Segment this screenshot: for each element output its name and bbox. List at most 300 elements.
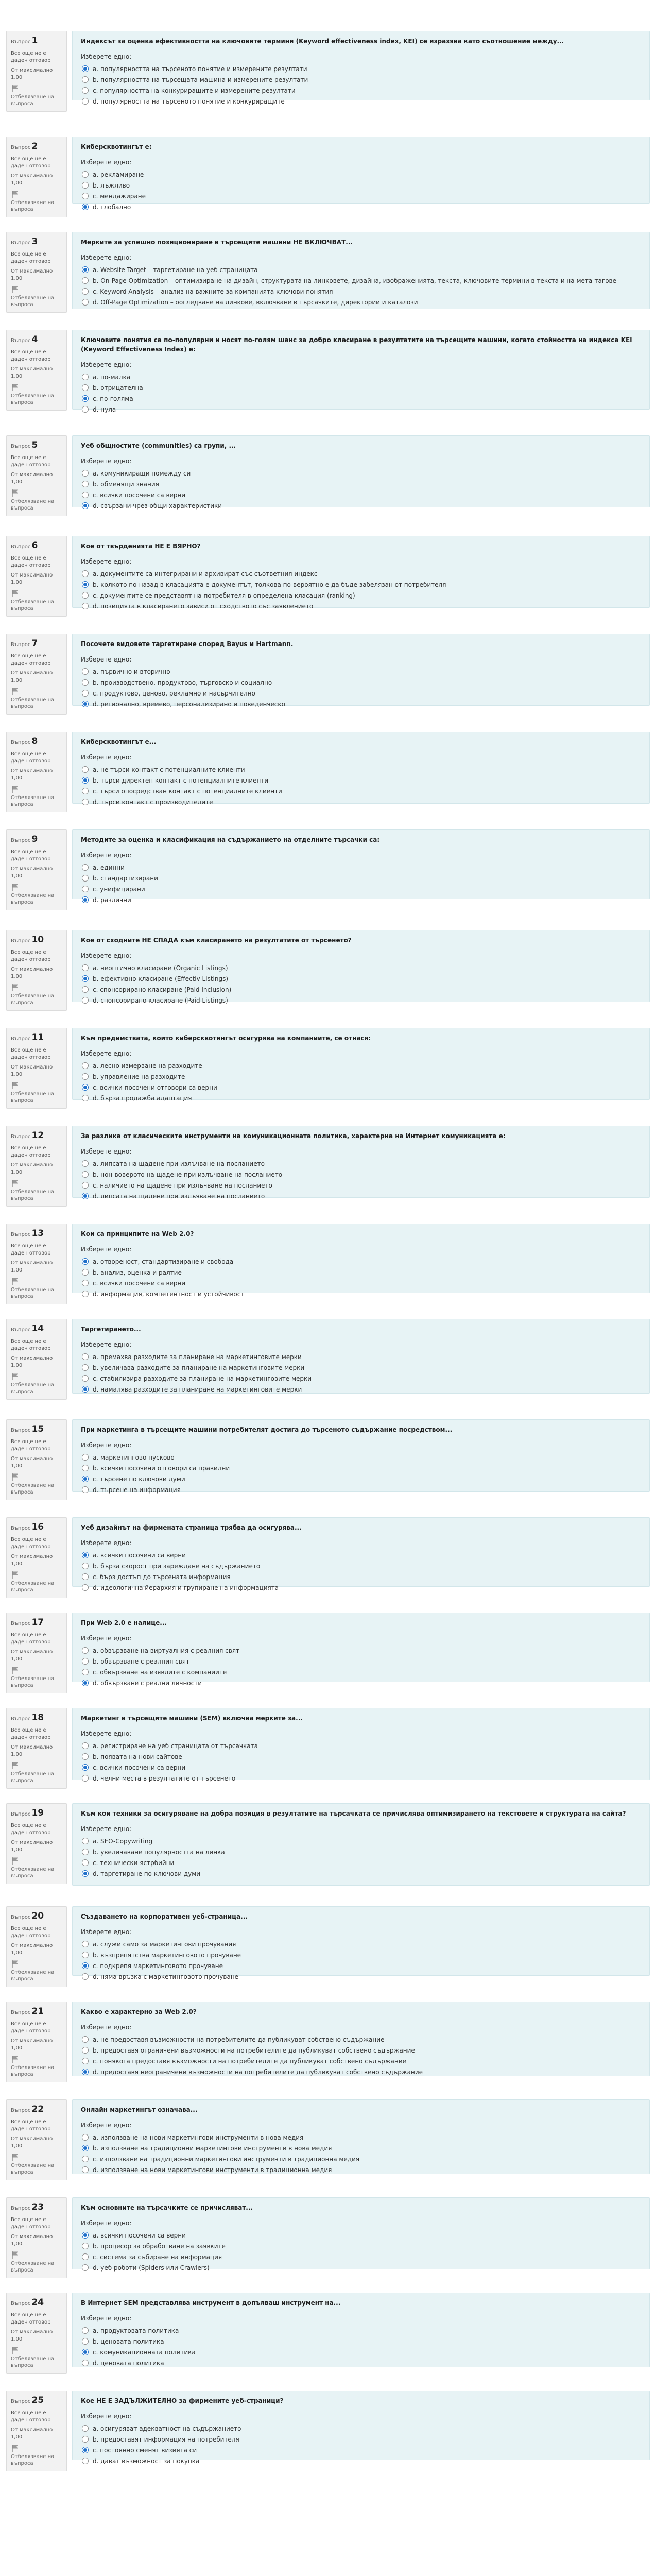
answer-radio[interactable] — [82, 788, 89, 794]
answer-radio[interactable] — [82, 1280, 89, 1286]
answer-option[interactable] — [81, 699, 641, 709]
answer-radio[interactable] — [82, 2338, 89, 2345]
answer-radio[interactable] — [82, 603, 89, 609]
answer-option[interactable] — [81, 1939, 641, 1950]
answer-option[interactable] — [81, 601, 641, 612]
question-label: Въпрос — [11, 338, 31, 344]
answer-radio[interactable] — [82, 87, 89, 94]
answer-radio[interactable] — [82, 679, 89, 686]
answer-option[interactable] — [81, 2423, 641, 2434]
question-number — [11, 736, 62, 748]
answer-option[interactable] — [81, 2056, 641, 2066]
question-label: Въпрос — [11, 642, 31, 648]
answer-radio[interactable] — [82, 1952, 89, 1958]
answer-radio[interactable] — [82, 481, 89, 487]
answer-option[interactable] — [81, 1373, 641, 1384]
answer-option[interactable] — [81, 862, 641, 873]
answer-option[interactable] — [81, 1256, 641, 1267]
answer-option[interactable] — [81, 590, 641, 601]
answer-radio[interactable] — [82, 2156, 89, 2162]
flag-icon — [11, 285, 19, 294]
answer-option[interactable] — [81, 775, 641, 786]
flag-label[interactable]: Отбелязване на въпроса — [11, 2064, 55, 2077]
answer-option[interactable] — [81, 2455, 641, 2466]
answer-radio[interactable] — [82, 1182, 89, 1189]
flag-label[interactable]: Отбелязване на въпроса — [11, 1969, 55, 1982]
flag-toggle[interactable] — [11, 1277, 62, 1300]
question-number-value: 15 — [31, 1424, 44, 1434]
flag-toggle[interactable] — [11, 1179, 62, 1202]
answer-radio[interactable] — [82, 1849, 89, 1855]
flag-toggle[interactable] — [11, 1960, 62, 1982]
answer-option[interactable] — [81, 1971, 641, 1982]
answer-option[interactable] — [81, 1762, 641, 1773]
flag-label[interactable]: Отбелязване на въпроса — [11, 2162, 55, 2175]
flag-icon — [11, 1372, 19, 1381]
question-label: Въпрос — [11, 1621, 31, 1626]
answer-radio[interactable] — [82, 1962, 89, 1969]
answer-option[interactable] — [81, 1484, 641, 1495]
answer-radio[interactable] — [82, 777, 89, 784]
answer-radio[interactable] — [82, 1465, 89, 1471]
answer-option[interactable] — [81, 1463, 641, 1473]
question-state: Все още не е даден отговор — [11, 2119, 51, 2132]
answer-option[interactable] — [81, 1362, 641, 1373]
flag-toggle[interactable] — [11, 285, 62, 308]
answer-option[interactable] — [81, 74, 641, 85]
answer-option[interactable] — [81, 666, 641, 677]
flag-label[interactable]: Отбелязване на въпроса — [11, 1189, 55, 1201]
answer-option[interactable] — [81, 1278, 641, 1289]
choose-one-prompt: Изберете едно: — [81, 1246, 132, 1253]
answer-radio[interactable] — [82, 964, 89, 971]
answer-radio[interactable] — [82, 1269, 89, 1276]
answer-radio[interactable] — [82, 1084, 89, 1091]
answer-radio[interactable] — [82, 492, 89, 498]
answer-option[interactable] — [81, 169, 641, 180]
answer-option[interactable] — [81, 1561, 641, 1571]
answer-radio[interactable] — [82, 1973, 89, 1980]
question-number-value: 21 — [31, 2006, 44, 2016]
answer-radio[interactable] — [82, 1386, 89, 1393]
answer-radio[interactable] — [82, 1742, 89, 1749]
answer-option[interactable] — [81, 1868, 641, 1879]
flag-toggle[interactable] — [11, 883, 62, 906]
answer-option[interactable] — [81, 1452, 641, 1463]
answer-radio[interactable] — [82, 1476, 89, 1482]
answer-label: d. идеологична йерархия и групиране на информацията — [93, 1584, 279, 1591]
answer-option[interactable] — [81, 275, 641, 286]
choose-one-prompt: Изберете едно: — [81, 2024, 132, 2031]
answer-option[interactable] — [81, 2034, 641, 2045]
answer-option[interactable] — [81, 96, 641, 107]
flag-label[interactable]: Отбелязване на въпроса — [11, 1675, 55, 1688]
answer-option[interactable] — [81, 1169, 641, 1180]
answer-radio[interactable] — [82, 277, 89, 284]
answer-radio[interactable] — [82, 1552, 89, 1558]
flag-label[interactable]: Отбелязване на въпроса — [11, 794, 55, 807]
answer-option[interactable] — [81, 796, 641, 807]
answer-option[interactable] — [81, 2262, 641, 2273]
answer-option[interactable] — [81, 489, 641, 500]
answer-option[interactable] — [81, 1289, 641, 1299]
answer-option[interactable] — [81, 884, 641, 894]
question-state: Все още не е даден отговор — [11, 251, 51, 264]
answer-option[interactable] — [81, 1191, 641, 1201]
flag-label[interactable]: Отбелязване на въпроса — [11, 1771, 55, 1784]
flag-toggle[interactable] — [11, 489, 62, 512]
answer-option[interactable] — [81, 1857, 641, 1868]
answer-radio[interactable] — [82, 1764, 89, 1771]
answer-option[interactable] — [81, 568, 641, 579]
flag-label[interactable]: Отбелязване на въпроса — [11, 697, 55, 709]
answer-label: a. първично и вторично — [93, 668, 170, 675]
answer-radio[interactable] — [82, 1753, 89, 1760]
answer-option[interactable] — [81, 894, 641, 905]
question-number-value: 24 — [31, 2297, 44, 2308]
answer-radio[interactable] — [82, 98, 89, 105]
answer-option[interactable] — [81, 1846, 641, 1857]
question-label: Въпрос — [11, 1327, 31, 1333]
answer-label: b. отрицателна — [93, 384, 143, 392]
answer-option[interactable] — [81, 1950, 641, 1960]
answer-option[interactable] — [81, 2241, 641, 2251]
answer-radio[interactable] — [82, 1454, 89, 1461]
flag-label[interactable]: Отбелязване на въпроса — [11, 1866, 55, 1879]
flag-toggle[interactable] — [11, 1857, 62, 1879]
flag-toggle[interactable] — [11, 589, 62, 612]
answer-radio[interactable] — [82, 2232, 89, 2239]
answer-option[interactable] — [81, 764, 641, 775]
answer-option[interactable] — [81, 1351, 641, 1362]
answer-radio[interactable] — [82, 799, 89, 805]
question-number — [11, 934, 62, 946]
answer-label: c. всички посочени отговори са верни — [93, 1083, 217, 1091]
flag-label[interactable]: Отбелязване на въпроса — [11, 1382, 55, 1395]
question-info — [6, 31, 67, 112]
answer-option[interactable] — [81, 677, 641, 688]
answer-radio[interactable] — [82, 1870, 89, 1877]
answer-radio[interactable] — [82, 1647, 89, 1654]
answer-radio[interactable] — [82, 2047, 89, 2054]
answer-option[interactable] — [81, 63, 641, 74]
flag-toggle[interactable] — [11, 1666, 62, 1689]
answer-option[interactable] — [81, 500, 641, 511]
answer-radio[interactable] — [82, 2166, 89, 2173]
question-number-value: 25 — [31, 2395, 44, 2405]
answer-option[interactable] — [81, 264, 641, 275]
answer-option[interactable] — [81, 404, 641, 415]
flag-toggle[interactable] — [11, 1571, 62, 1594]
answer-option[interactable] — [81, 371, 641, 382]
flag-toggle[interactable] — [11, 1473, 62, 1496]
answer-option[interactable] — [81, 2154, 641, 2164]
question-number — [11, 1130, 62, 1142]
answer-option[interactable] — [81, 468, 641, 479]
answer-option[interactable] — [81, 1180, 641, 1191]
flag-toggle[interactable] — [11, 984, 62, 1006]
answer-radio[interactable] — [82, 2134, 89, 2141]
answer-option[interactable] — [81, 297, 641, 308]
answer-radio[interactable] — [82, 1353, 89, 1360]
question-info — [6, 1613, 67, 1693]
answer-option[interactable] — [81, 1677, 641, 1688]
answer-radio[interactable] — [82, 288, 89, 295]
question-grade: От максимално 1,00 — [11, 67, 53, 80]
answer-label: a. по-малка — [93, 373, 131, 381]
question-state: Все още не е даден отговор — [11, 653, 51, 666]
answer-option[interactable] — [81, 479, 641, 489]
answer-radio[interactable] — [82, 896, 89, 903]
answer-radio[interactable] — [82, 2264, 89, 2271]
question-info — [6, 2099, 67, 2180]
answer-option[interactable] — [81, 973, 641, 984]
answer-radio[interactable] — [82, 299, 89, 306]
answer-radio[interactable] — [82, 2243, 89, 2249]
flag-toggle[interactable] — [11, 1081, 62, 1104]
answer-option[interactable] — [81, 180, 641, 191]
answer-option[interactable] — [81, 2066, 641, 2077]
answer-radio[interactable] — [82, 1486, 89, 1493]
answer-radio[interactable] — [82, 374, 89, 380]
answer-radio[interactable] — [82, 1669, 89, 1675]
answer-radio[interactable] — [82, 1095, 89, 1101]
choose-one-prompt: Изберете едно: — [81, 1148, 132, 1155]
answer-radio[interactable] — [82, 2036, 89, 2043]
answer-radio[interactable] — [82, 1775, 89, 1782]
flag-label[interactable]: Отбелязване на въпроса — [11, 1286, 55, 1299]
answer-option[interactable] — [81, 2164, 641, 2175]
answer-radio[interactable] — [82, 1258, 89, 1265]
answer-option[interactable] — [81, 1645, 641, 1656]
answer-radio[interactable] — [82, 2349, 89, 2355]
answer-option[interactable] — [81, 1473, 641, 1484]
flag-toggle[interactable] — [11, 2444, 62, 2467]
answer-label: c. комуникационната политика — [93, 2348, 196, 2356]
flag-toggle[interactable] — [11, 785, 62, 808]
answer-radio[interactable] — [82, 1941, 89, 1947]
answer-radio[interactable] — [82, 668, 89, 675]
answer-option[interactable] — [81, 2434, 641, 2445]
answer-label: d. обвързване с реални личности — [93, 1679, 202, 1687]
answer-option[interactable] — [81, 2445, 641, 2455]
flag-toggle[interactable] — [11, 1372, 62, 1395]
answer-option[interactable] — [81, 688, 641, 699]
answer-radio[interactable] — [82, 502, 89, 509]
choose-one-prompt: Изберете едно: — [81, 852, 132, 859]
answer-radio[interactable] — [82, 1584, 89, 1591]
answer-label: b. ефективно класиране (Effectiv Listings) — [93, 975, 228, 982]
question-info — [6, 732, 67, 812]
flag-toggle[interactable] — [11, 84, 62, 107]
answer-radio[interactable] — [82, 204, 89, 210]
answer-option[interactable] — [81, 2336, 641, 2347]
answer-radio[interactable] — [82, 395, 89, 402]
question-number-value: 17 — [31, 1617, 44, 1628]
answer-option[interactable] — [81, 1384, 641, 1395]
answer-option[interactable] — [81, 873, 641, 884]
answer-option[interactable] — [81, 2325, 641, 2336]
flag-label[interactable]: Отбелязване на въпроса — [11, 993, 55, 1006]
answer-option[interactable] — [81, 962, 641, 973]
answer-radio[interactable] — [82, 2436, 89, 2443]
answer-option[interactable] — [81, 1656, 641, 1667]
flag-label[interactable]: Отбелязване на въпроса — [11, 1580, 55, 1593]
flag-toggle[interactable] — [11, 190, 62, 213]
flag-label[interactable]: Отбелязване на въпроса — [11, 599, 55, 612]
flag-toggle[interactable] — [11, 383, 62, 406]
answer-radio[interactable] — [82, 886, 89, 892]
answer-radio[interactable] — [82, 2458, 89, 2464]
answer-radio[interactable] — [82, 1859, 89, 1866]
answer-option[interactable] — [81, 286, 641, 297]
answer-option[interactable] — [81, 1751, 641, 1762]
answer-radio[interactable] — [82, 2327, 89, 2334]
answer-label: d. използване на нови маркетингови инструменти в традиционна медия — [93, 2166, 332, 2174]
question-number-value: 8 — [31, 736, 38, 747]
flag-toggle[interactable] — [11, 687, 62, 710]
flag-label[interactable]: Отбелязване на въпроса — [11, 1482, 55, 1495]
answer-radio[interactable] — [82, 1062, 89, 1069]
answer-option[interactable] — [81, 1836, 641, 1846]
flag-label[interactable]: Отбелязване на въпроса — [11, 199, 55, 212]
answer-label: b. всички посочени отговори са правилни — [93, 1464, 230, 1472]
answer-radio[interactable] — [82, 1563, 89, 1569]
answer-option[interactable] — [81, 2143, 641, 2154]
answer-option[interactable] — [81, 2230, 641, 2241]
flag-label[interactable]: Отбелязване на въпроса — [11, 892, 55, 905]
flag-toggle[interactable] — [11, 2055, 62, 2078]
answer-option[interactable] — [81, 1582, 641, 1593]
answer-radio[interactable] — [82, 65, 89, 72]
flag-toggle[interactable] — [11, 1761, 62, 1784]
flag-label[interactable]: Отбелязване на въпроса — [11, 1091, 55, 1104]
answer-option[interactable] — [81, 1071, 641, 1082]
answer-radio[interactable] — [82, 1291, 89, 1297]
answer-radio[interactable] — [82, 1193, 89, 1199]
answer-option[interactable] — [81, 1960, 641, 1971]
answer-radio[interactable] — [82, 875, 89, 882]
answer-option[interactable] — [81, 984, 641, 995]
answer-option[interactable] — [81, 393, 641, 404]
answer-option[interactable] — [81, 1093, 641, 1104]
answer-option[interactable] — [81, 191, 641, 201]
answer-radio[interactable] — [82, 193, 89, 199]
flag-label[interactable]: Отбелязване на въпроса — [11, 2260, 55, 2273]
answer-radio[interactable] — [82, 384, 89, 391]
answer-radio[interactable] — [82, 997, 89, 1004]
question-content — [72, 2293, 650, 2367]
answer-option[interactable] — [81, 1158, 641, 1169]
question-text: Маркетинг в търсещите машини (SEM) включва мерките за... — [81, 1715, 303, 1722]
question-info — [6, 232, 67, 313]
answer-radio[interactable] — [82, 1838, 89, 1844]
answer-option[interactable] — [81, 382, 641, 393]
answer-radio[interactable] — [82, 581, 89, 588]
flag-label[interactable]: Отбелязване на въпроса — [11, 498, 55, 511]
answer-option[interactable] — [81, 1571, 641, 1582]
answer-radio[interactable] — [82, 1680, 89, 1686]
answer-radio[interactable] — [82, 1658, 89, 1665]
question-text: Кое НЕ Е ЗАДЪЛЖИТЕЛНО за фирмените уеб-страници? — [81, 2397, 284, 2404]
flag-toggle[interactable] — [11, 2346, 62, 2369]
answer-label: a. комуникиращи помежду си — [93, 469, 191, 477]
answer-radio[interactable] — [82, 690, 89, 697]
answer-radio[interactable] — [82, 592, 89, 599]
flag-label[interactable]: Отбелязване на въпроса — [11, 2355, 55, 2368]
answer-radio[interactable] — [82, 182, 89, 189]
answer-label: a. осигуряват адекватност на съдържанието — [93, 2425, 241, 2432]
flag-icon — [11, 2346, 19, 2354]
answer-option[interactable] — [81, 995, 641, 1006]
answer-option[interactable] — [81, 2045, 641, 2056]
answer-radio[interactable] — [82, 2069, 89, 2075]
answer-radio[interactable] — [82, 2360, 89, 2366]
answer-option[interactable] — [81, 85, 641, 96]
answer-option[interactable] — [81, 1773, 641, 1784]
answer-radio[interactable] — [82, 76, 89, 83]
answer-radio[interactable] — [82, 1573, 89, 1580]
answer-radio[interactable] — [82, 2425, 89, 2432]
answer-radio[interactable] — [82, 2058, 89, 2064]
flag-icon — [11, 2444, 19, 2452]
question-text: Уеб дизайнът на фирмената страница трябва да осигурява... — [81, 1524, 302, 1531]
answer-radio[interactable] — [82, 171, 89, 178]
answer-radio[interactable] — [82, 2447, 89, 2453]
answer-radio[interactable] — [82, 1364, 89, 1371]
answer-radio[interactable] — [82, 570, 89, 577]
answer-option[interactable] — [81, 2132, 641, 2143]
flag-icon — [11, 489, 19, 497]
answer-option[interactable] — [81, 1267, 641, 1278]
flag-label[interactable]: Отбелязване на въпроса — [11, 94, 55, 107]
flag-label[interactable]: Отбелязване на въпроса — [11, 393, 55, 405]
answer-radio[interactable] — [82, 701, 89, 707]
answer-label: b. предоставя ограничени възможности на потребителите да публикуват собствено съдържание — [93, 2046, 415, 2054]
flag-icon — [11, 1473, 19, 1481]
answer-option[interactable] — [81, 786, 641, 796]
answer-option[interactable] — [81, 2251, 641, 2262]
answer-option[interactable] — [81, 201, 641, 212]
answer-radio[interactable] — [82, 470, 89, 477]
answer-option[interactable] — [81, 1082, 641, 1093]
flag-toggle[interactable] — [11, 2251, 62, 2274]
flag-toggle[interactable] — [11, 2153, 62, 2176]
answer-radio[interactable] — [82, 2253, 89, 2260]
answer-option[interactable] — [81, 2347, 641, 2358]
answer-radio[interactable] — [82, 1160, 89, 1167]
answer-radio[interactable] — [82, 766, 89, 773]
answer-option[interactable] — [81, 1060, 641, 1071]
answer-radio[interactable] — [82, 1375, 89, 1382]
answer-radio[interactable] — [82, 986, 89, 993]
flag-label[interactable]: Отбелязване на въпроса — [11, 2453, 55, 2466]
answer-option[interactable] — [81, 1667, 641, 1677]
answer-option[interactable] — [81, 1740, 641, 1751]
answer-radio[interactable] — [82, 1171, 89, 1178]
answer-radio[interactable] — [82, 406, 89, 413]
question-info — [6, 930, 67, 1011]
answer-radio[interactable] — [82, 266, 89, 273]
answer-option[interactable] — [81, 2358, 641, 2368]
answer-radio[interactable] — [82, 975, 89, 982]
answer-radio[interactable] — [82, 864, 89, 871]
flag-label[interactable]: Отбелязване на въпроса — [11, 295, 55, 308]
answer-radio[interactable] — [82, 1073, 89, 1080]
answer-radio[interactable] — [82, 2145, 89, 2151]
answer-option[interactable] — [81, 579, 641, 590]
answer-option[interactable] — [81, 1550, 641, 1561]
